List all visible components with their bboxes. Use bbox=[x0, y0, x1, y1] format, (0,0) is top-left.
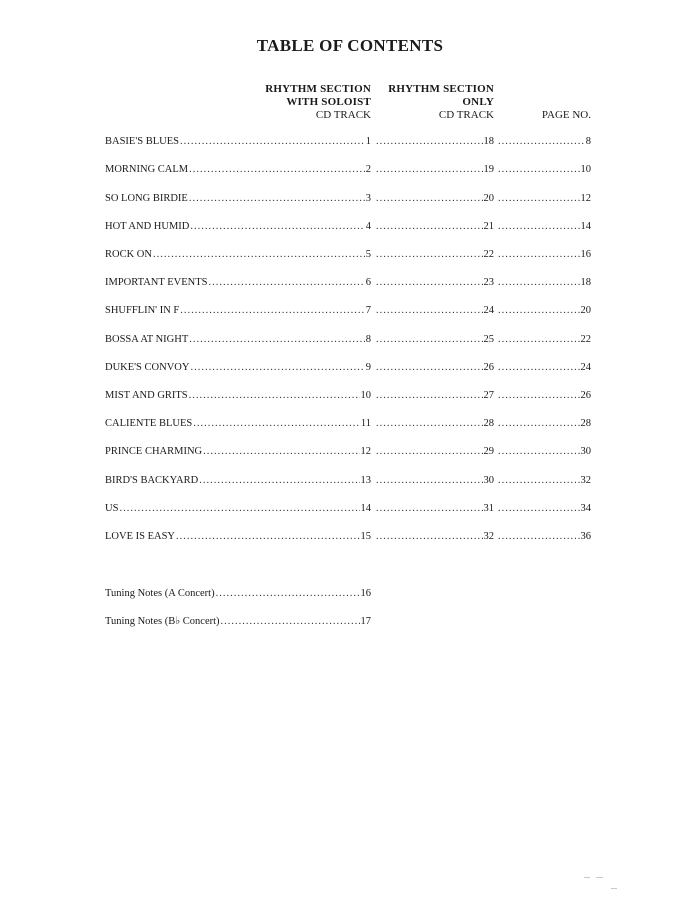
soloist-track: 1 bbox=[365, 136, 371, 147]
dot-leader bbox=[376, 134, 483, 150]
dot-leader bbox=[190, 219, 364, 235]
rhythm-track: 23 bbox=[483, 277, 494, 288]
soloist-track: 2 bbox=[365, 164, 371, 175]
dot-leader bbox=[189, 191, 365, 207]
rhythm-cell bbox=[375, 247, 494, 263]
entry-title: BASIE'S BLUES bbox=[105, 136, 179, 147]
entry-title: BIRD'S BACKYARD bbox=[105, 475, 199, 486]
soloist-track: 10 bbox=[360, 390, 371, 401]
rhythm-track: 22 bbox=[483, 249, 494, 260]
page-number: 34 bbox=[580, 503, 591, 514]
page-number: 26 bbox=[580, 390, 591, 401]
soloist-track: 5 bbox=[365, 249, 371, 260]
entry-title: US bbox=[105, 503, 119, 514]
rhythm-track: 28 bbox=[483, 418, 494, 429]
page-number: 28 bbox=[580, 418, 591, 429]
page-cell bbox=[497, 162, 591, 178]
header-rhythm-line3: CD TRACK bbox=[438, 109, 494, 121]
dot-leader bbox=[498, 360, 580, 376]
dot-leader bbox=[498, 162, 580, 178]
page-number: 10 bbox=[580, 164, 591, 175]
entry-title-cell bbox=[105, 332, 371, 348]
page-cell bbox=[497, 360, 591, 376]
dot-leader bbox=[498, 529, 580, 545]
dot-leader bbox=[180, 134, 365, 150]
rhythm-cell bbox=[375, 529, 494, 545]
entry-title-cell bbox=[105, 501, 371, 517]
dot-leader bbox=[189, 162, 365, 178]
header-page-no bbox=[520, 109, 591, 122]
rhythm-track: 18 bbox=[483, 136, 494, 147]
dot-leader bbox=[376, 303, 483, 319]
soloist-track: 7 bbox=[365, 305, 371, 316]
rhythm-cell bbox=[375, 332, 494, 348]
rhythm-track: 31 bbox=[483, 503, 494, 514]
entry-title: HOT AND HUMID bbox=[105, 221, 190, 232]
page-number: 24 bbox=[580, 362, 591, 373]
page-number: 36 bbox=[580, 531, 591, 542]
dot-leader bbox=[216, 586, 360, 602]
dot-leader bbox=[180, 303, 365, 319]
rhythm-track: 21 bbox=[483, 221, 494, 232]
page-cell bbox=[497, 332, 591, 348]
dot-leader bbox=[376, 501, 483, 517]
entry-title-cell bbox=[105, 191, 371, 207]
dot-leader bbox=[193, 416, 360, 432]
tuning-cell bbox=[105, 614, 371, 630]
page-number: 32 bbox=[580, 475, 591, 486]
entry-title-cell bbox=[105, 219, 371, 235]
dot-leader bbox=[376, 219, 483, 235]
page-cell bbox=[497, 134, 591, 150]
soloist-track: 14 bbox=[360, 503, 371, 514]
header-rhythm-line1: RHYTHM SECTION bbox=[388, 83, 494, 95]
rhythm-track: 25 bbox=[483, 334, 494, 345]
dot-leader bbox=[199, 473, 359, 489]
rhythm-track: 20 bbox=[483, 193, 494, 204]
rhythm-track: 32 bbox=[483, 531, 494, 542]
header-soloist-line3: CD TRACK bbox=[315, 109, 371, 121]
page-number: 16 bbox=[580, 249, 591, 260]
page-cell bbox=[497, 529, 591, 545]
rhythm-cell bbox=[375, 388, 494, 404]
page-cell bbox=[497, 303, 591, 319]
rhythm-track: 27 bbox=[483, 390, 494, 401]
rhythm-track: 19 bbox=[483, 164, 494, 175]
soloist-track: 15 bbox=[360, 531, 371, 542]
entry-title-cell bbox=[105, 162, 371, 178]
entry-title: LOVE IS EASY bbox=[105, 531, 175, 542]
entry-title-cell bbox=[105, 134, 371, 150]
page-title: TABLE OF CONTENTS bbox=[256, 36, 444, 55]
rhythm-track: 29 bbox=[483, 446, 494, 457]
tuning-cell bbox=[105, 586, 371, 602]
scan-speck bbox=[611, 888, 617, 889]
tuning-label: Tuning Notes (A Concert) bbox=[105, 588, 215, 599]
page-cell bbox=[497, 247, 591, 263]
rhythm-cell bbox=[375, 473, 494, 489]
page-number: 18 bbox=[580, 277, 591, 288]
soloist-track: 13 bbox=[360, 475, 371, 486]
soloist-track: 8 bbox=[365, 334, 371, 345]
dot-leader bbox=[376, 444, 483, 460]
dot-leader bbox=[498, 388, 580, 404]
header-soloist-line1: RHYTHM SECTION bbox=[265, 83, 371, 95]
page-cell bbox=[497, 219, 591, 235]
dot-leader bbox=[376, 162, 483, 178]
rhythm-track: 30 bbox=[483, 475, 494, 486]
tuning-track: 17 bbox=[360, 616, 371, 627]
rhythm-cell bbox=[375, 360, 494, 376]
entry-title-cell bbox=[105, 303, 371, 319]
header-rhythm-line2: ONLY bbox=[462, 96, 494, 108]
dot-leader bbox=[376, 388, 483, 404]
dot-leader bbox=[190, 360, 364, 376]
rhythm-cell bbox=[375, 444, 494, 460]
entry-title: SO LONG BIRDIE bbox=[105, 193, 188, 204]
rhythm-track: 24 bbox=[483, 305, 494, 316]
scan-speck bbox=[584, 877, 590, 878]
tuning-label: Tuning Notes (B♭ Concert) bbox=[105, 616, 220, 627]
entry-title: CALIENTE BLUES bbox=[105, 418, 193, 429]
entry-title: MIST AND GRITS bbox=[105, 390, 188, 401]
page-number: 22 bbox=[580, 334, 591, 345]
rhythm-cell bbox=[375, 501, 494, 517]
entry-title-cell bbox=[105, 388, 371, 404]
page-number: 14 bbox=[580, 221, 591, 232]
scan-speck bbox=[596, 877, 603, 878]
dot-leader bbox=[498, 501, 580, 517]
entry-title-cell bbox=[105, 360, 371, 376]
dot-leader bbox=[498, 473, 580, 489]
entry-title: MORNING CALM bbox=[105, 164, 189, 175]
soloist-track: 9 bbox=[365, 362, 371, 373]
soloist-track: 6 bbox=[365, 277, 371, 288]
dot-leader bbox=[221, 614, 360, 630]
tuning-track: 16 bbox=[360, 588, 371, 599]
dot-leader bbox=[498, 247, 580, 263]
page-number: 20 bbox=[580, 305, 591, 316]
page-cell bbox=[497, 416, 591, 432]
entry-title-cell bbox=[105, 247, 371, 263]
dot-leader bbox=[376, 247, 483, 263]
entry-title-cell bbox=[105, 444, 371, 460]
page-cell bbox=[497, 444, 591, 460]
dot-leader bbox=[376, 473, 483, 489]
dot-leader bbox=[376, 360, 483, 376]
dot-leader bbox=[376, 191, 483, 207]
rhythm-cell bbox=[375, 191, 494, 207]
header-page-line1: PAGE NO. bbox=[541, 109, 591, 121]
page-cell bbox=[497, 473, 591, 489]
entry-title: BOSSA AT NIGHT bbox=[105, 334, 189, 345]
entry-title: ROCK ON bbox=[105, 249, 152, 260]
page-number: 30 bbox=[580, 446, 591, 457]
dot-leader bbox=[498, 303, 580, 319]
dot-leader bbox=[119, 501, 359, 517]
soloist-track: 4 bbox=[365, 221, 371, 232]
dot-leader bbox=[189, 332, 365, 348]
soloist-track: 12 bbox=[360, 446, 371, 457]
header-soloist-track bbox=[260, 83, 371, 122]
dot-leader bbox=[189, 388, 360, 404]
entry-title: PRINCE CHARMING bbox=[105, 446, 203, 457]
dot-leader bbox=[376, 332, 483, 348]
rhythm-cell bbox=[375, 134, 494, 150]
dot-leader bbox=[498, 219, 580, 235]
page-cell bbox=[497, 191, 591, 207]
page-number: 12 bbox=[580, 193, 591, 204]
dot-leader bbox=[376, 416, 483, 432]
dot-leader bbox=[498, 191, 580, 207]
rhythm-cell bbox=[375, 303, 494, 319]
entry-title-cell bbox=[105, 275, 371, 291]
rhythm-track: 26 bbox=[483, 362, 494, 373]
rhythm-cell bbox=[375, 162, 494, 178]
entry-title: IMPORTANT EVENTS bbox=[105, 277, 208, 288]
dot-leader bbox=[498, 275, 580, 291]
dot-leader bbox=[153, 247, 365, 263]
page-cell bbox=[497, 388, 591, 404]
soloist-track: 11 bbox=[360, 418, 371, 429]
soloist-track: 3 bbox=[365, 193, 371, 204]
entry-title: SHUFFLIN' IN F bbox=[105, 305, 180, 316]
dot-leader bbox=[208, 275, 364, 291]
dot-leader bbox=[498, 332, 580, 348]
dot-leader bbox=[498, 416, 580, 432]
entry-title: DUKE'S CONVOY bbox=[105, 362, 190, 373]
rhythm-cell bbox=[375, 275, 494, 291]
page-cell bbox=[497, 501, 591, 517]
rhythm-cell bbox=[375, 416, 494, 432]
dot-leader bbox=[176, 529, 360, 545]
entry-title-cell bbox=[105, 529, 371, 545]
rhythm-cell bbox=[375, 219, 494, 235]
entry-title-cell bbox=[105, 416, 371, 432]
header-rhythm-track bbox=[382, 83, 494, 122]
page-number: 8 bbox=[585, 136, 591, 147]
entry-title-cell bbox=[105, 473, 371, 489]
dot-leader bbox=[376, 275, 483, 291]
page-cell bbox=[497, 275, 591, 291]
dot-leader bbox=[203, 444, 359, 460]
dot-leader bbox=[376, 529, 483, 545]
header-soloist-line2: WITH SOLOIST bbox=[286, 96, 371, 108]
dot-leader bbox=[498, 134, 585, 150]
dot-leader bbox=[498, 444, 580, 460]
